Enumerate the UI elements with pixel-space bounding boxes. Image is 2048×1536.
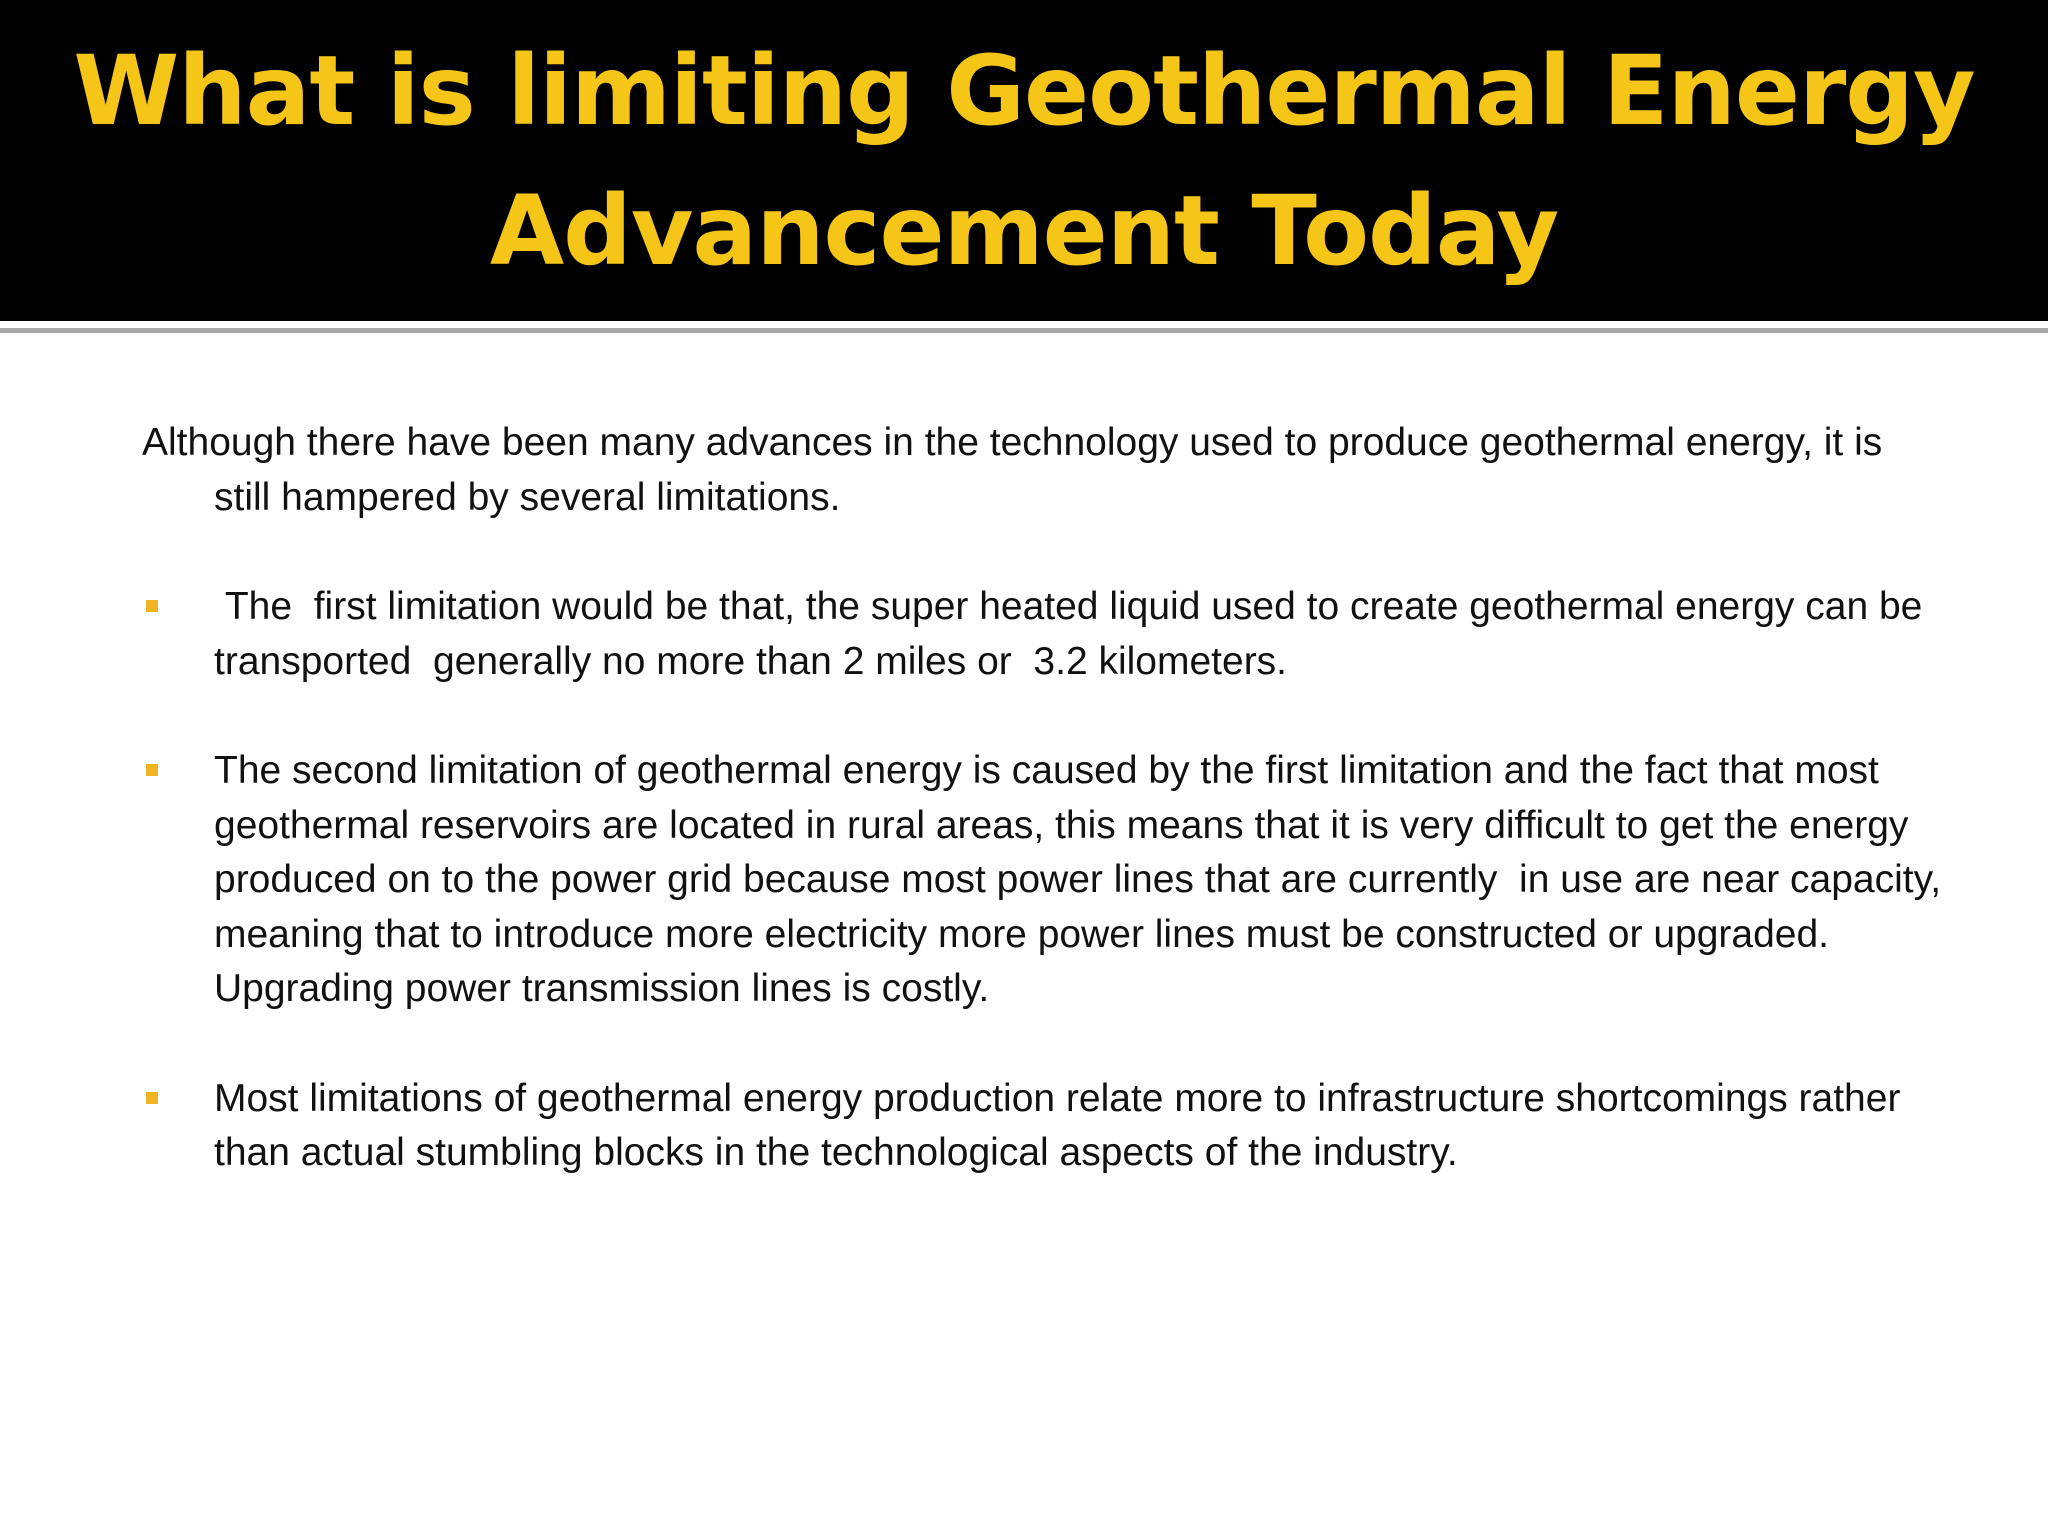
intro-paragraph: Although there have been many advances in the technology used to produce geothermal energy, it is still hampered by several limitations. [142,421,1883,519]
title-bar [0,0,2048,321]
list-item [142,744,1952,1017]
slide-body [142,416,1952,1236]
square-bullet-icon [146,764,158,776]
title-divider [0,328,2048,333]
bullet-text: The first limitation would be that, the super heated liquid used to create geothermal energy can be transported generally no more than 2 miles or 3.2 kilometers. [214,585,1934,683]
bullet-text: The second limitation of geothermal energy is caused by the first limitation and the fact that most geothermal reservoirs are located in rural areas, this means that it is very difficult to get the energy produced on to the power grid because most power lines that are currently in use are near capacity, meaning that to introduce more electricity more power lines must be constructed or upgraded. Upgrading power transmission lines is costly. [214,749,1952,1010]
bullet-list [142,580,1952,1181]
square-bullet-icon [146,1092,158,1104]
slide-title-line-2: Advancement Today [489,174,1559,287]
square-bullet-icon [146,600,158,612]
list-item [142,1072,1942,1181]
slide-title-line-1: What is limiting Geothermal Energy [73,34,1975,147]
list-item [142,580,1942,689]
bullet-text: Most limitations of geothermal energy production relate more to infrastructure shortcomings rather than actual stumbling blocks in the technological aspects of the industry. [214,1076,1912,1174]
